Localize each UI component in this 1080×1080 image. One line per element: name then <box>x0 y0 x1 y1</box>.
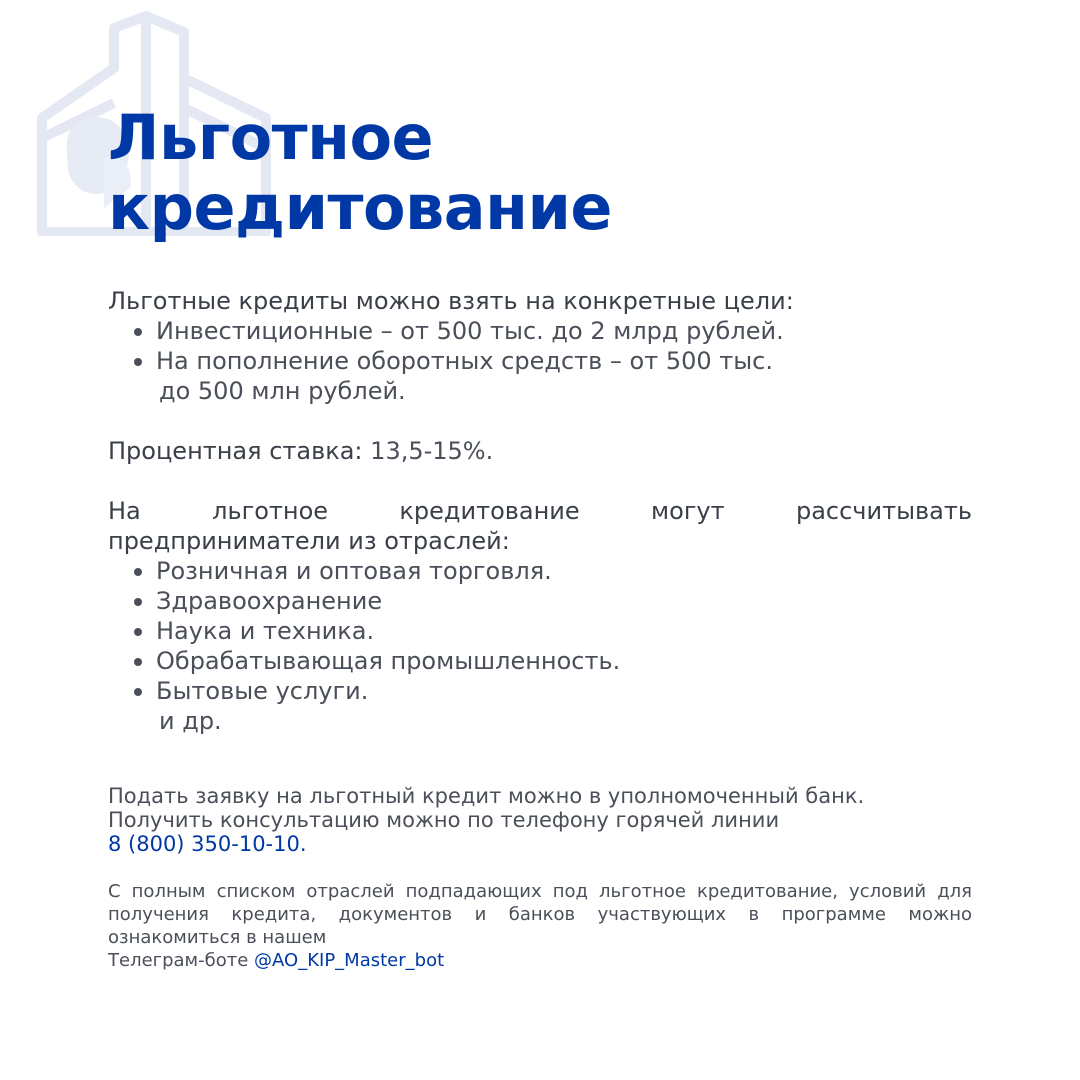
apply-line-1: Подать заявку на льготный кредит можно в уполномоченный банк. <box>108 784 865 808</box>
apply-section <box>108 784 972 856</box>
rate-value: 13,5-15%. <box>370 437 494 465</box>
industries-list <box>108 556 972 736</box>
list-item: Розничная и оптовая торговля. <box>108 556 972 586</box>
list-item: Обрабатывающая промышленность. <box>108 646 972 676</box>
industries-heading-line-1: На льготное кредитование могут рассчитывать <box>108 497 972 525</box>
goals-list <box>108 316 978 406</box>
telegram-bot-link[interactable]: @AO_KIP_Master_bot <box>254 950 445 971</box>
footnote-bot-prefix: Телеграм-боте <box>108 950 249 971</box>
title-line-1: Льготное <box>108 101 434 174</box>
rate-label: Процентная ставка: <box>108 437 363 465</box>
title-line-2: кредитование <box>108 171 612 244</box>
footnote-bot-line <box>108 949 972 972</box>
footnote <box>108 880 972 972</box>
list-item-continuation: до 500 млн рублей. <box>159 377 406 405</box>
list-item: Здравоохранение <box>108 586 972 616</box>
goals-heading: Льготные кредиты можно взять на конкретные цели: <box>108 287 794 315</box>
list-item: Бытовые услуги. <box>108 676 972 706</box>
rate-section <box>108 436 978 466</box>
list-item: Наука и техника. <box>108 616 972 646</box>
list-item: Инвестиционные – от 500 тыс. до 2 млрд рублей. <box>108 316 978 346</box>
footnote-text: С полным списком отраслей подпадающих под льготное кредитование, условий для получения кредита, документов и банков участвующих в программе можно ознакомиться в нашем <box>108 881 972 948</box>
list-item-etc: и др. <box>159 707 222 735</box>
industries-heading-line-2: предприниматели из отраслей: <box>108 527 510 555</box>
industries-section <box>108 496 972 736</box>
hotline-phone[interactable]: 8 (800) 350-10-10. <box>108 832 307 856</box>
goals-section <box>108 286 978 406</box>
list-item: На пополнение оборотных средств – от 500 тыс. <box>108 346 978 376</box>
apply-line-2: Получить консультацию можно по телефону горячей линии <box>108 808 780 832</box>
page-title <box>108 103 1008 243</box>
